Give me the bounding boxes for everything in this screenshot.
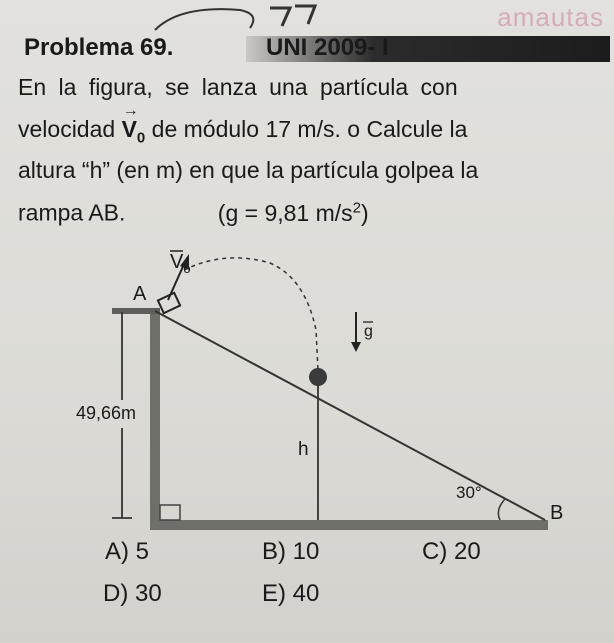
problem-number: Problema 69. <box>24 34 174 61</box>
ground <box>150 520 548 530</box>
answer-e-letter: E) <box>262 580 286 607</box>
gravity-label: g <box>364 323 373 340</box>
answer-d[interactable] <box>103 580 162 608</box>
statement-rampa: rampa AB. <box>18 199 126 226</box>
answer-a-value: 5 <box>135 538 150 565</box>
gravity-text: (g = 9,81 m/s <box>217 199 353 226</box>
statement-velocity-word: velocidad <box>18 116 116 142</box>
answer-b-letter: B) <box>262 538 286 565</box>
velocity-subscript: 0 <box>136 129 146 147</box>
answer-a-letter: A) <box>105 538 129 565</box>
angle-label: 30° <box>456 483 482 502</box>
height-dimension-label: 49,66m <box>76 403 137 423</box>
gravity-exponent: 2 <box>352 199 361 216</box>
h-label: h <box>298 439 309 460</box>
angle-arc <box>498 499 505 520</box>
gravity-arrowhead <box>351 342 361 352</box>
statement-line-2-rest: de módulo 17 m/s. o Calcule la <box>151 116 468 142</box>
answer-e-value: 40 <box>292 580 320 607</box>
velocity-vector-symbol: → $V_0$ <box>121 102 146 147</box>
answer-c-letter: C) <box>422 538 448 565</box>
velocity-symbol: V <box>121 116 137 142</box>
point-b-label: B <box>550 502 564 524</box>
answer-c[interactable] <box>422 538 481 566</box>
answer-b-value: 10 <box>292 538 320 565</box>
answer-e[interactable] <box>262 580 319 608</box>
impact-point <box>309 368 327 386</box>
answer-d-value: 30 <box>135 580 162 607</box>
trajectory-curve <box>184 258 318 370</box>
answer-a[interactable] <box>105 538 149 566</box>
point-a-label: A <box>133 283 147 305</box>
top-ledge <box>112 308 160 314</box>
answer-d-letter: D) <box>103 580 129 607</box>
right-angle-marker <box>160 505 180 520</box>
v0-label: $V_o$ <box>170 251 191 276</box>
gravity-close: ) <box>361 199 369 226</box>
statement-line-1: En la figura, se lanza una partícula con <box>18 74 458 100</box>
answer-c-value: 20 <box>454 538 481 565</box>
exam-label: UNI 2009- I <box>266 34 389 61</box>
ramp-ab <box>155 311 545 520</box>
answer-b[interactable] <box>262 538 319 566</box>
statement-line-3: altura “h” (en m) en que la partícula golpea la <box>18 157 479 183</box>
wall <box>150 312 160 530</box>
watermark: amautas <box>497 2 604 32</box>
